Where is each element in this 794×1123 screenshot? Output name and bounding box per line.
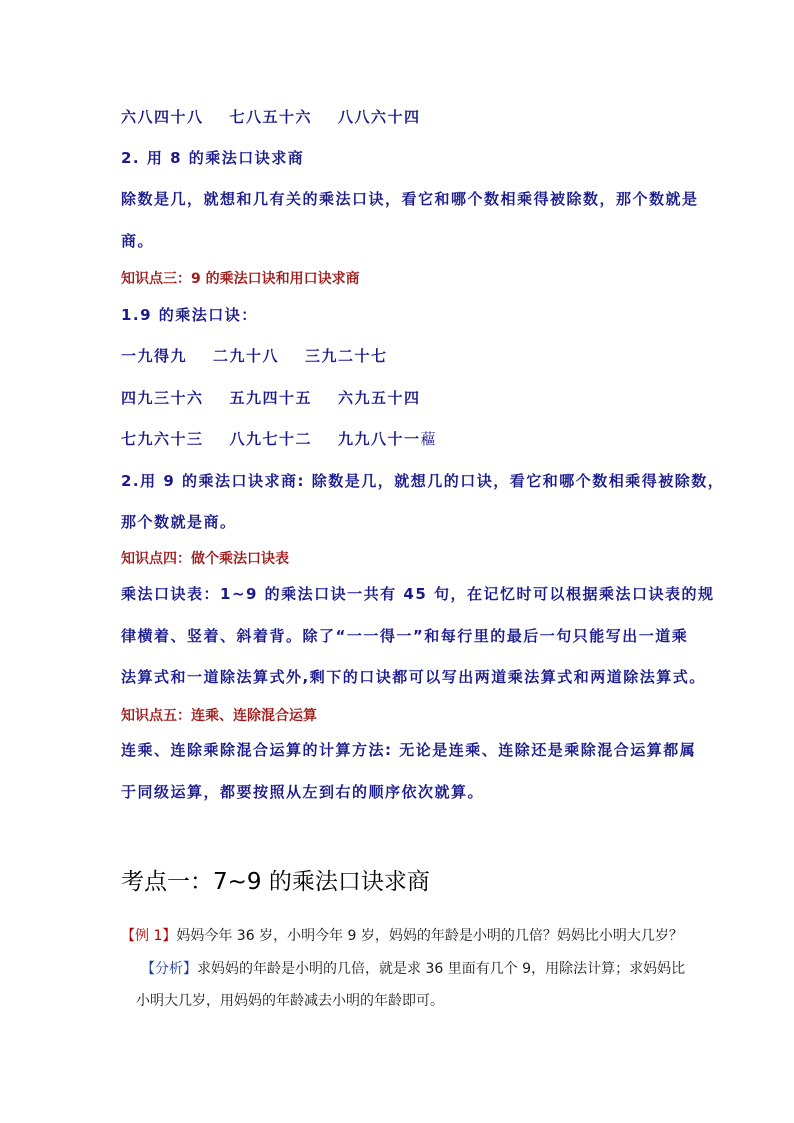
knowledge-point-5-heading: 知识点五：连乘、连除混合运算 — [121, 708, 317, 724]
multiplication-row-9a — [121, 349, 388, 364]
rhyme-item: 五九四十五 — [229, 389, 313, 407]
example-tag: 【例 1】 — [121, 928, 177, 944]
rhyme-item: 九九八十一 — [338, 430, 421, 448]
paragraph-line: 律横着、竖着、斜着背。除了“一一得一”和每行里的最后一句只能写出一道乘 — [121, 627, 689, 645]
analysis-tag: 【分析】 — [141, 961, 197, 977]
rhyme-item: 三九二十七 — [305, 347, 388, 365]
paragraph-line: 除数是几，就想和几有关的乘法口诀，看它和哪个数相乘得被除数，那个数就是 — [121, 190, 699, 208]
paragraph-line: 那个数就是商。 — [121, 513, 237, 531]
rhyme-item: 七九六十三 — [121, 430, 204, 448]
rhyme-item: 一九得九 — [121, 347, 188, 365]
rhyme-item: 四九三十六 — [121, 389, 204, 407]
rhyme-item: 二九十八 — [213, 347, 280, 365]
knowledge-point-4-heading: 知识点四：做个乘法口诀表 — [121, 551, 289, 567]
paragraph-line: 连乘、连除乘除混合运算的计算方法: 无论是连乘、连除还是乘除混合运算都属 — [121, 741, 697, 759]
paragraph-line: 乘法口诀表：1~9 的乘法口诀一共有 45 句，在记忆时可以根据乘法口诀表的规 — [121, 585, 715, 603]
analysis-line-1 — [141, 958, 685, 978]
rhyme-item: 六九五十四 — [338, 389, 421, 407]
paragraph-line: 2.用 9 的乘法口诀求商: 除数是几，就想几的口诀，看它和哪个数相乘得被除数， — [121, 472, 725, 490]
multiplication-row-9c — [121, 432, 437, 447]
section-heading: 考点一：7~9 的乘法口诀求商 — [121, 869, 430, 895]
point-1-title: 1.9 的乘法口诀： — [121, 306, 258, 324]
point-2-title: 2. 用 8 的乘法口诀求商 — [121, 149, 305, 167]
example-text: 妈妈今年 36 岁，小明今年 9 岁，妈妈的年龄是小明的几倍？妈妈比小明大几岁？ — [176, 928, 683, 944]
rhyme-item: 八八六十四 — [338, 108, 421, 126]
multiplication-row-9b — [121, 391, 421, 406]
paragraph-line: 法算式和一道除法算式外,剩下的口诀都可以写出两道乘法算式和两道除法算式。 — [121, 668, 706, 686]
stray-character: 藲 — [420, 430, 438, 448]
rhyme-item: 六八四十八 — [121, 108, 204, 126]
analysis-line-2: 小明大几岁，用妈妈的年龄减去小明的年龄即可。 — [136, 993, 444, 1009]
paragraph-line: 商。 — [121, 232, 155, 250]
rhyme-item: 七八五十六 — [229, 108, 313, 126]
rhyme-item: 八九七十二 — [229, 430, 313, 448]
paragraph-line: 于同级运算，都要按照从左到右的顺序依次就算。 — [121, 783, 485, 801]
analysis-text: 求妈妈的年龄是小明的几倍，就是求 36 里面有几个 9，用除法计算；求妈妈比 — [197, 961, 686, 977]
multiplication-row-8 — [121, 110, 421, 125]
example-question — [121, 925, 683, 945]
knowledge-point-3-heading: 知识点三：9 的乘法口诀和用口诀求商 — [121, 271, 360, 287]
